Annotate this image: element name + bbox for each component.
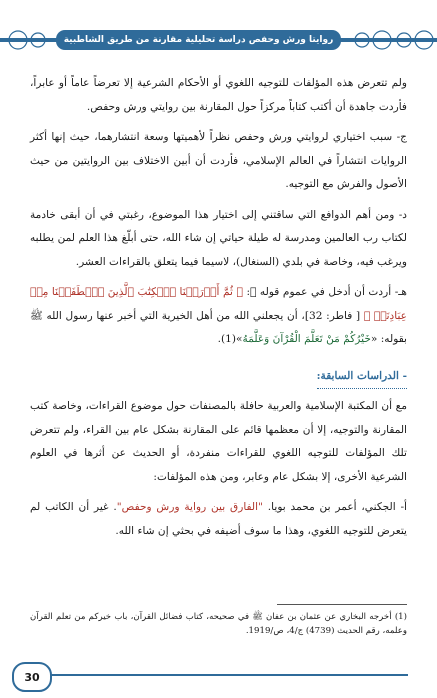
paragraph-previous-studies: مع أن المكتبة الإسلامية والعربية حافلة بالمصنفات حول موضوع القراءات، وخاصة كتب المقارنة والتوجيه، إلا أن معظمها قائم على المقارنة بشكل عام بين القراء، ولم تتعرض تلك المؤلفات للتوجيه اللغوي للقراءات منفردة، أو الحديث عن أثرها في العلوم الشرعية الأخرى، إلا بشكل عام وعابر، ومن هذه المؤلفات: [30,400,407,483]
paragraph-reason-d: د- ومن أهم الدوافع التي ساقتني إلى اختيار هذا الموضوع، رغبتي في أن أبقى خادمة لكتاب رب العالمين ومدرسة له طيلة حياتي إن شاء الله، حتى أبلّغ هذا العلم لمن يطلبه ويرغب فيه، وخاصة في بلدي (السنغال)، لاسيما فيما يتعلق بالقراءات العشر. [30,208,407,268]
paragraph-reason-e [30,281,407,352]
study-a-author: أ- الجكني، أعمر بن محمد بويا. [267,501,408,513]
reason-e-end: »(1). [217,333,243,345]
paragraph-reason-c: ج- سبب اختياري لروايتي ورش وحفص نظراً لأهميتها وسعة انتشارهما، حيث إنها أكثر الروايات انتشاراً في العالم الإسلامي، فأردت أن أبين الاختلاف بين الروايتين من حيث الأصول والفرش مع التوجيه. [30,131,407,190]
footnote: (1) أخرجه البخاري عن عثمان بن عفان ﷺ في صحيحه، كتاب فضائل القرآن، باب خيركم من تعلم القرآن وعلمه، رقم الحديث (4739) ج/4، ص/1919. [30,612,407,636]
paragraph-intro: ولم تتعرض هذه المؤلفات للتوجيه اللغوي أو الأحكام الشرعية إلا تعرضاً عاماً أو عابراً، فأردت جاهدة أن أكتب كتاباً مركزاً حول المقارنة بين روايتي ورش وحفص. [30,77,407,113]
running-header-title: روايتا ورش وحفص دراسة تحليلية مقارنة من طريق الشاطبية [56,30,341,50]
section-title-previous-studies: - الدراسات السابقة: [317,365,407,390]
page-body [30,72,407,550]
study-a-note: . غير أن الكاتب لم يتعرض للتوجيه اللغوي، وهذا ما سوف أضيفه في بحثي إن شاء الله. [30,501,407,537]
footnote-divider [277,604,407,605]
hadith-text: خَيْرُكُمْ مَنْ تَعَلَّمَ الْقُرْآنَ وَعَلَّمَهُ [242,333,371,345]
reason-e-start: هـ- أردت أن أدخل في عموم قوله ﷺ: [246,286,407,298]
study-a-title: "الفارق بين رواية ورش وحفص" [116,501,263,513]
footer-ornament [48,670,408,680]
page-number: 30 [12,662,52,692]
header-band [0,28,437,54]
quran-verse: ﴿ ثُمَّ أَوۡرَثۡنَا ٱلۡكِتَٰبَ ٱلَّذِينَ ٱصۡطَفَيۡنَا مِنۡ عِبَادِنَاۖ ﴾ [30,286,408,322]
paragraph-study-a [30,496,407,543]
reason-e-middle: [ فاطر: 32]، أن يجعلني الله من أهل الخيرية التي أخبر عنها رسول الله ﷺ بقوله: « [30,309,407,345]
